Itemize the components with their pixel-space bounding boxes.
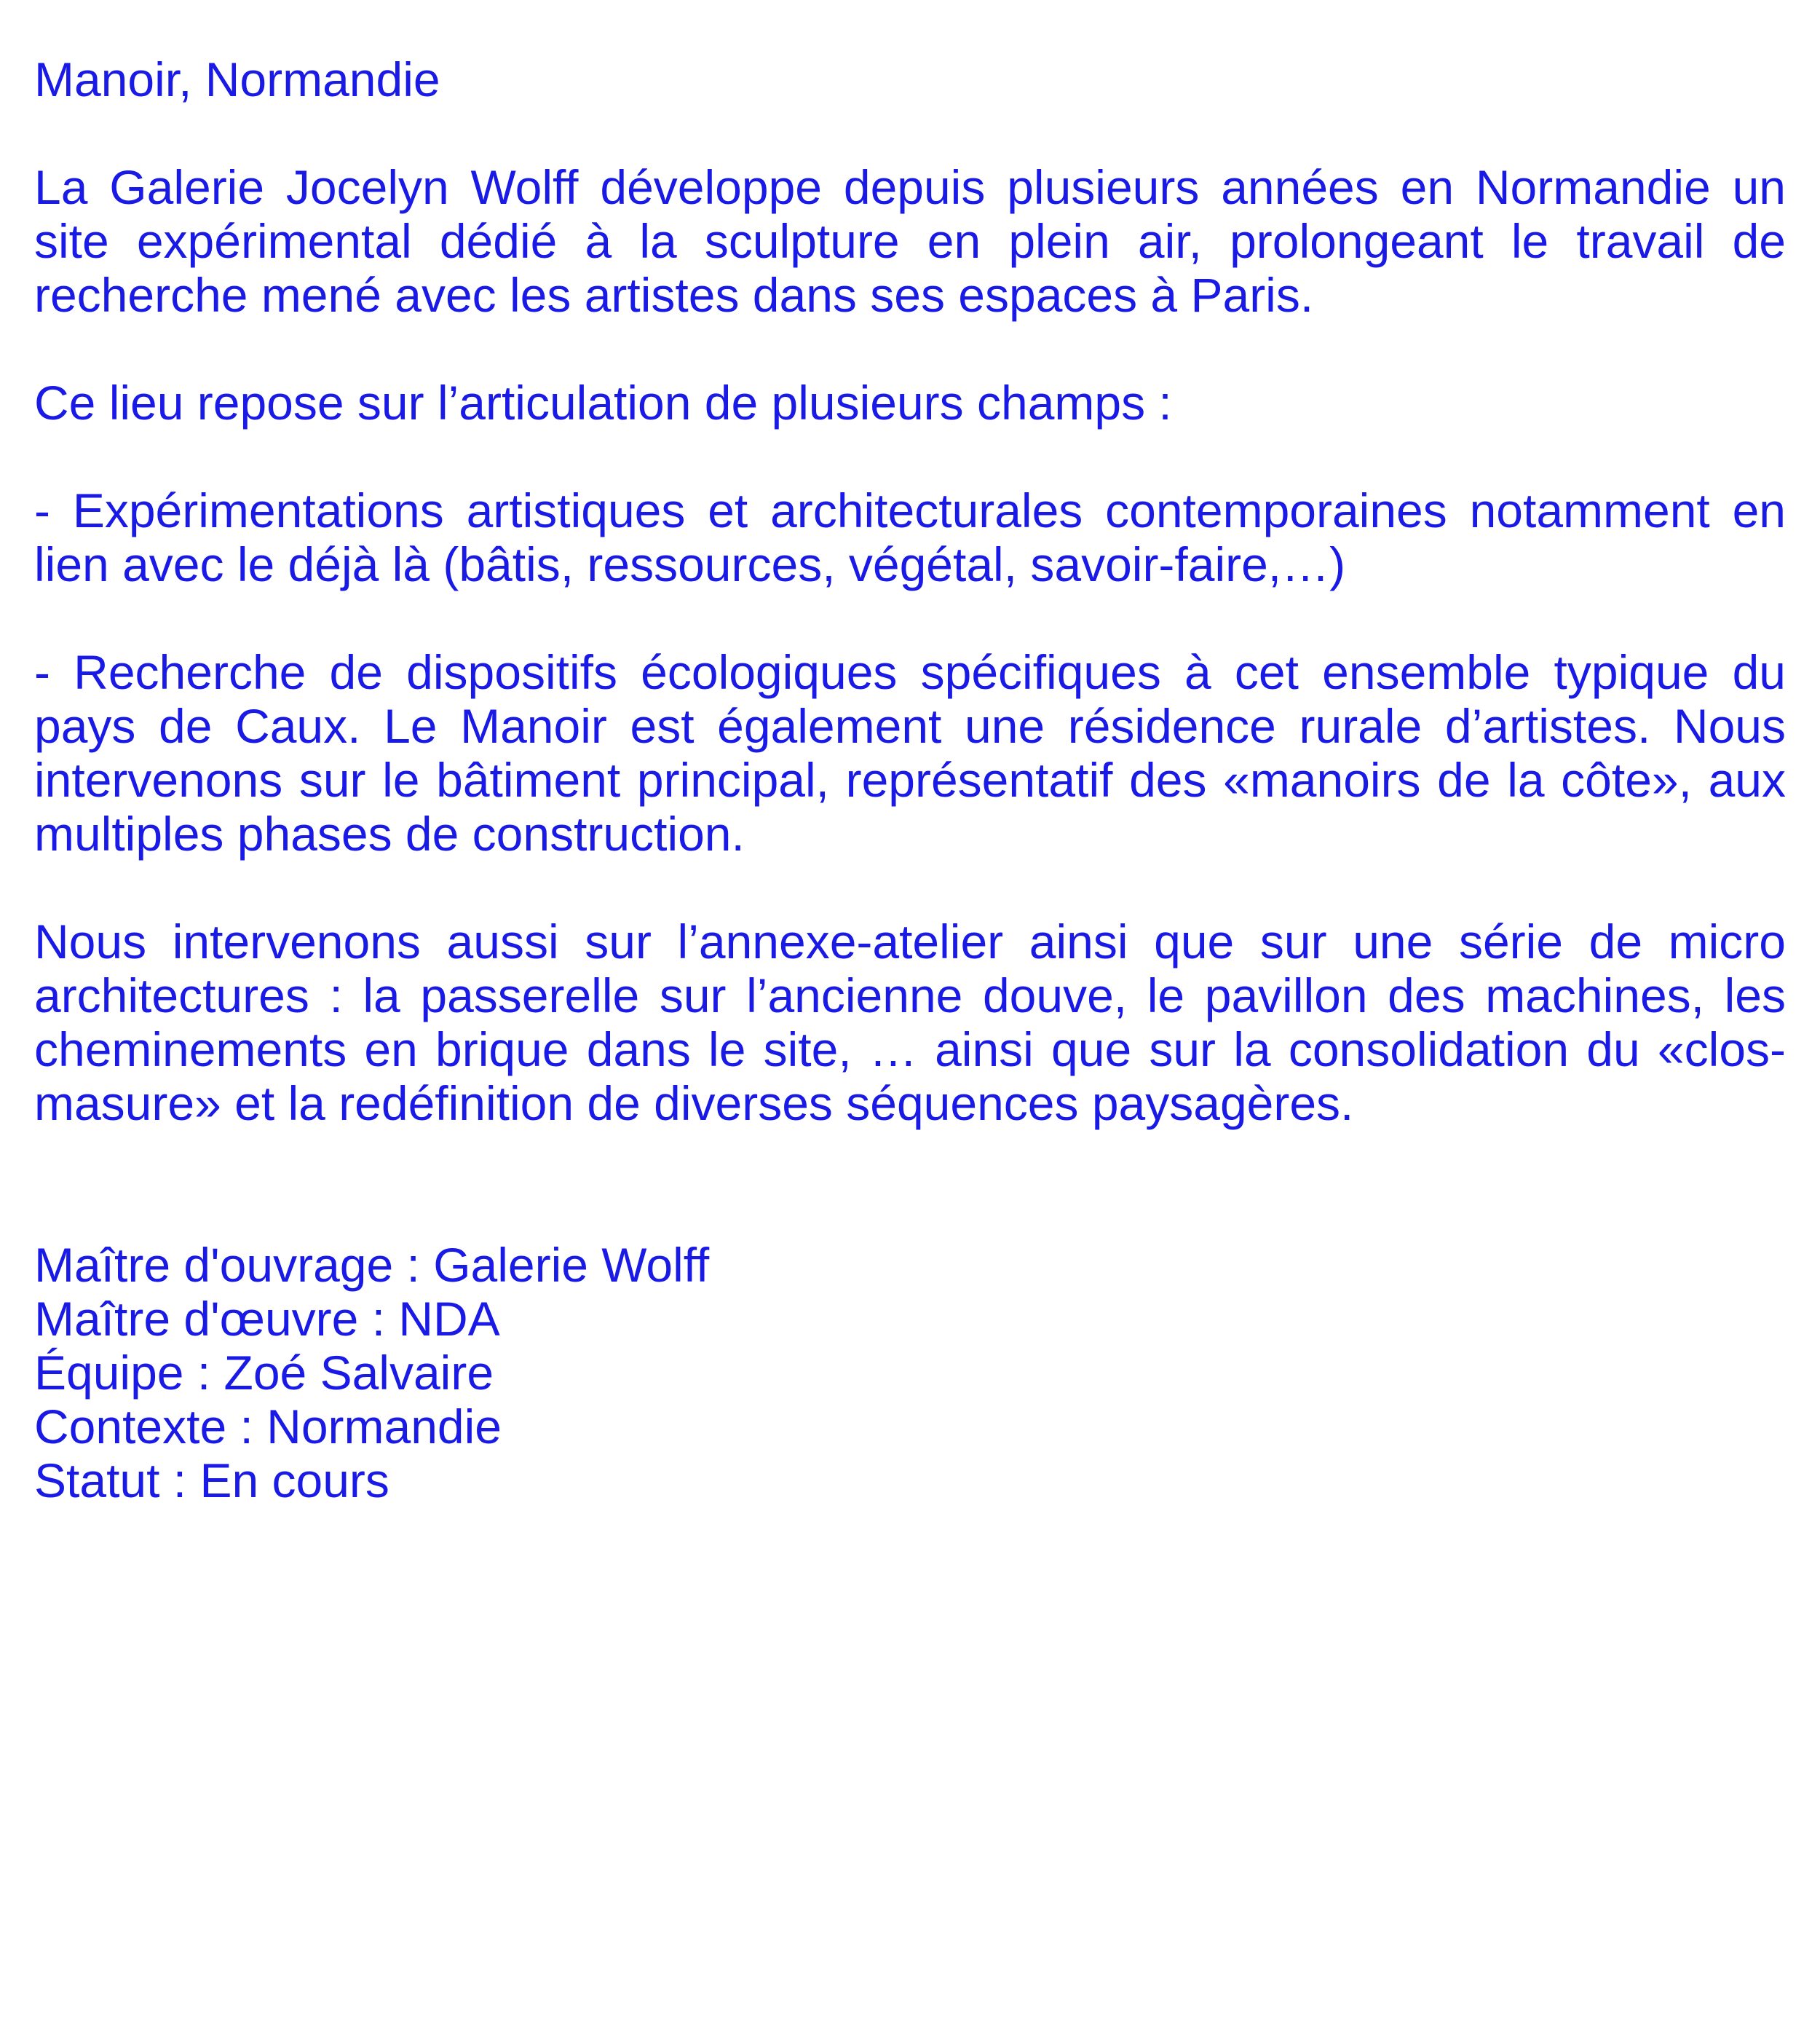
credit-maitre-ouvrage: Maître d'ouvrage : Galerie Wolff xyxy=(34,1238,710,1292)
credit-equipe: Équipe : Zoé Salvaire xyxy=(34,1346,494,1400)
credit-maitre-oeuvre: Maître d'œuvre : NDA xyxy=(34,1292,500,1346)
field-item-experimentations: - Expérimentations artistiques et architecturales contemporaines notamment en lien avec le déjà là (bâtis, ressources, végétal, savoir-faire,…) xyxy=(34,484,1786,591)
intro-paragraph: La Galerie Jocelyn Wolff développe depuis plusieurs années en Normandie un site expérimental dédié à la sculpture en plein air, prolongeant le travail de recherche mené avec les artistes dans ses espaces à Paris. xyxy=(34,160,1786,322)
credit-contexte: Contexte : Normandie xyxy=(34,1400,502,1453)
page-title: Manoir, Normandie xyxy=(34,52,440,106)
credit-statut: Statut : En cours xyxy=(34,1453,389,1507)
interventions-paragraph: Nous intervenons aussi sur l’annexe-atelier ainsi que sur une série de micro architectures : la passerelle sur l’ancienne douve, le pavillon des machines, les cheminements en brique dans le site, … ainsi que sur la consolidation du «clos-masure» et la redéfinition de diverses séquences paysagères. xyxy=(34,915,1786,1130)
fields-heading-paragraph: Ce lieu repose sur l’articulation de plusieurs champs : xyxy=(34,376,1172,430)
field-item-recherche: - Recherche de dispositifs écologiques spécifiques à cet ensemble typique du pays de Caux. Le Manoir est également une résidence rurale d’artistes. Nous intervenons sur le bâtiment principal, représentatif des «manoirs de la côte», aux multiples phases de construction. xyxy=(34,645,1786,861)
project-description xyxy=(34,52,1786,1507)
project-credits xyxy=(34,1238,1786,1507)
